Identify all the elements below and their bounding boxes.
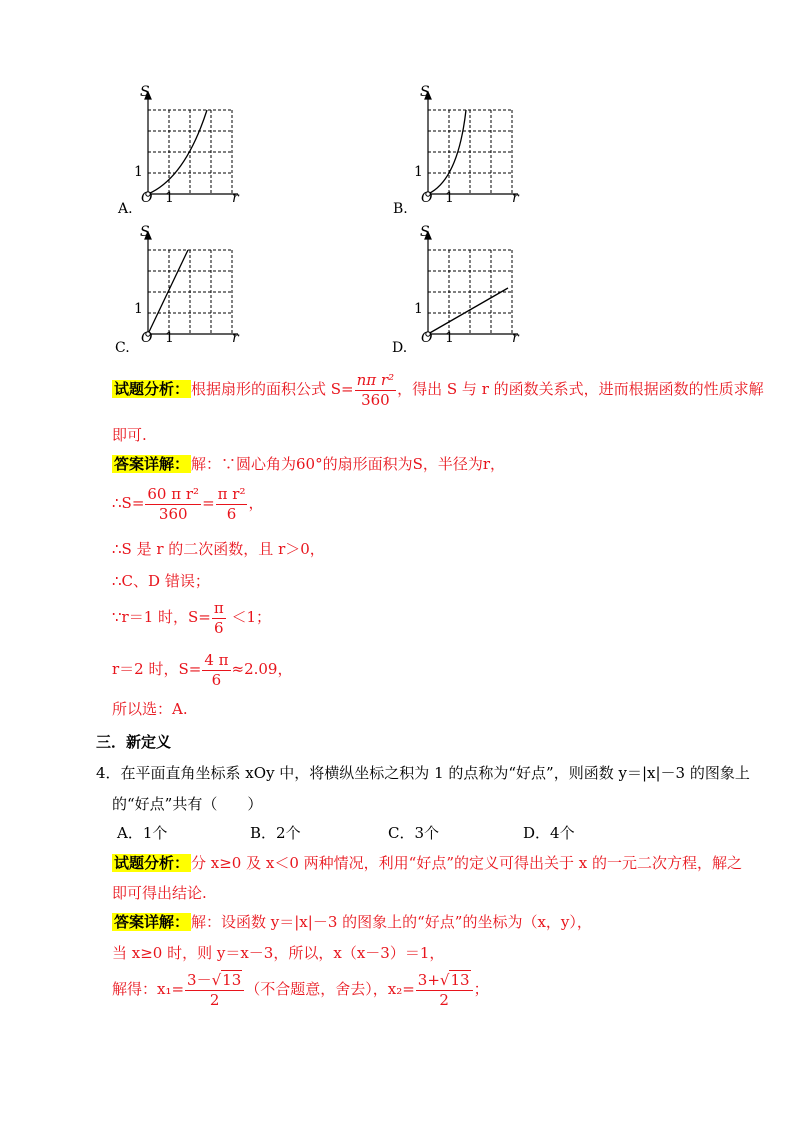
q4-option-c: C．3个 <box>388 824 440 842</box>
numerator-text: 3－ <box>187 971 212 989</box>
fraction-denominator: 6 <box>211 670 222 689</box>
axes <box>145 92 238 194</box>
fraction-numerator: nπ r² <box>356 371 395 389</box>
q3-step3: ∴C、D 错误； <box>112 572 210 590</box>
graph-c-label: C. <box>115 340 130 356</box>
q4-stem-line2: 的“好点”共有（ ） <box>112 795 263 813</box>
fraction-denominator: 360 <box>361 390 390 409</box>
axes <box>425 232 518 334</box>
fraction <box>185 972 244 1008</box>
axis-r-label: r <box>232 330 239 346</box>
fraction-denominator: 2 <box>439 990 449 1009</box>
graph-d <box>410 228 520 346</box>
q4-answer-line1 <box>112 911 592 932</box>
q3-answer-line1 <box>112 453 505 474</box>
grid <box>428 110 512 194</box>
curve <box>428 288 508 334</box>
q4-analysis-line2: 即可得出结论. <box>112 884 207 902</box>
q4-analysis-line1 <box>112 852 742 873</box>
q4-option-a: A．1个 <box>117 824 168 842</box>
q3-analysis-line2: 即可. <box>112 426 147 444</box>
numerator-text: 3+ <box>417 971 440 989</box>
fraction <box>416 972 473 1008</box>
q3-step5 <box>112 652 292 688</box>
fraction-numerator: π <box>213 599 224 617</box>
graph-b <box>410 88 520 206</box>
fraction-denominator: 2 <box>209 990 220 1009</box>
analysis-text: ，得出 S 与 r 的函数关系式，进而根据函数的性质求解 <box>397 380 764 398</box>
step-text: （不合题意，舍去），x₂= <box>245 980 415 998</box>
step-text: r＝2 时，S= <box>112 660 202 678</box>
analysis-text: 根据扇形的面积公式 S= <box>191 380 354 398</box>
axes <box>145 232 238 334</box>
fraction-numerator: 3－√13 <box>185 972 244 991</box>
radicand: 13 <box>450 971 470 989</box>
answer-tag: 答案详解： <box>114 455 190 473</box>
graph-a-label: A. <box>118 201 133 217</box>
q3-step2: ∴S 是 r 的二次函数，且 r＞0， <box>112 540 325 558</box>
origin-label: O <box>141 190 153 206</box>
q4-option-b: B．2个 <box>250 824 301 842</box>
origin-label: O <box>421 190 433 206</box>
axis-s-label: S <box>420 84 430 100</box>
q3-analysis-line1 <box>112 372 764 408</box>
fraction-denominator: 6 <box>214 618 224 637</box>
origin-label: O <box>421 330 433 346</box>
step-text: = <box>202 494 215 512</box>
axis-s-label: S <box>140 224 150 240</box>
grid <box>428 250 512 334</box>
q4-solution <box>112 972 489 1008</box>
answer-text: 解：∵圆心角为60°的扇形面积为S，半径为r， <box>191 455 506 473</box>
axis-r-label: r <box>232 190 239 206</box>
radicand: 13 <box>222 971 242 989</box>
grid <box>148 250 232 334</box>
q4-option-d: D．4个 <box>523 824 575 842</box>
tick-y-label: 1 <box>134 301 143 317</box>
step-text: 解得：x₁= <box>112 980 185 998</box>
q4-answer-line2: 当 x≥0 时，则 y＝x－3，所以，x（x－3）＝1， <box>112 944 445 962</box>
axis-s-label: S <box>140 84 150 100</box>
graph-c <box>130 228 240 346</box>
tick-y-label: 1 <box>134 164 143 180</box>
fraction-numerator: π r² <box>217 485 246 503</box>
origin-label: O <box>141 330 153 346</box>
fraction-denominator: 6 <box>226 504 237 523</box>
step-text: ∵r＝1 时，S= <box>112 608 211 626</box>
fraction <box>145 486 201 522</box>
section-heading: 三．新定义 <box>96 733 172 751</box>
tick-x-label: 1 <box>445 330 454 346</box>
tick-x-label: 1 <box>445 190 454 206</box>
q3-step1 <box>112 486 263 522</box>
axis-r-label: r <box>512 330 519 346</box>
axis-s-label: S <box>420 224 430 240</box>
q3-step4 <box>112 600 271 636</box>
fraction <box>212 600 226 636</box>
step-text: ≈2.09， <box>231 660 293 678</box>
analysis-tag: 试题分析： <box>114 854 190 872</box>
fraction-numerator: 60 π r² <box>147 485 200 503</box>
graph-a <box>130 88 240 206</box>
fraction-numerator: 4 π <box>204 651 229 669</box>
step-text: ∴S= <box>112 494 145 512</box>
graph-b-label: B. <box>393 201 408 217</box>
tick-y-label: 1 <box>414 164 423 180</box>
fraction-numerator: 3+√13 <box>416 972 473 991</box>
fraction <box>355 372 396 408</box>
step-text: ， <box>248 494 264 512</box>
tick-x-label: 1 <box>165 190 174 206</box>
analysis-text: 分 x≥0 及 x＜0 两种情况，利用“好点”的定义可得出关于 x 的一元二次方程，解之 <box>191 854 742 872</box>
answer-text: 解：设函数 y＝|x|－3 的图象上的“好点”的坐标为（x，y）， <box>191 913 592 931</box>
fraction <box>216 486 248 522</box>
graph-d-label: D. <box>392 340 408 356</box>
fraction <box>202 652 230 688</box>
step-text: ； <box>473 980 489 998</box>
answer-tag: 答案详解： <box>114 913 190 931</box>
axes <box>425 92 518 194</box>
analysis-tag: 试题分析： <box>114 380 190 398</box>
tick-y-label: 1 <box>414 301 423 317</box>
step-text: ＜1； <box>226 608 272 626</box>
q3-step6: 所以选：A. <box>112 700 188 718</box>
fraction-denominator: 360 <box>158 504 188 523</box>
axis-r-label: r <box>512 190 519 206</box>
q4-stem-line1: 4．在平面直角坐标系 xOy 中，将横纵坐标之积为 1 的点称为“好点”，则函数 y＝|x|－3 的图象上 <box>96 764 750 782</box>
tick-x-label: 1 <box>165 330 174 346</box>
